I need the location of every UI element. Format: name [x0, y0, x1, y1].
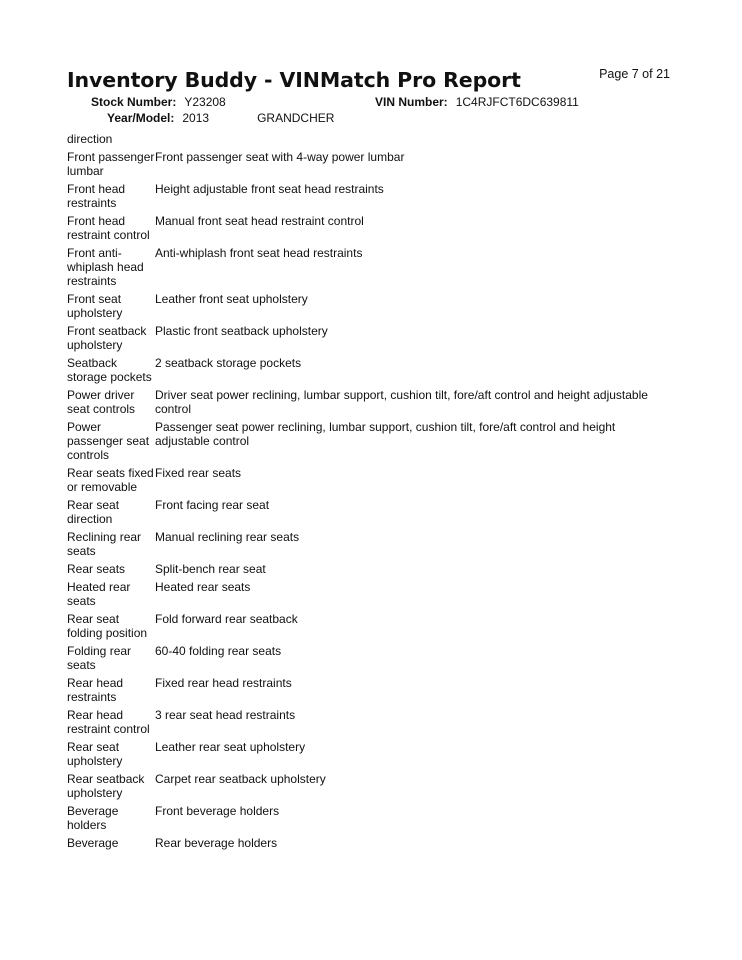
- option-description: Rear beverage holders: [155, 836, 278, 850]
- option-row: [67, 562, 667, 576]
- option-name: Front passenger lumbar: [67, 150, 155, 178]
- stock-number-line: [91, 94, 226, 110]
- option-description: Split-bench rear seat: [155, 562, 266, 576]
- option-name: Rear seatback upholstery: [67, 772, 145, 800]
- option-row: [67, 182, 667, 210]
- option-name: Folding rear seats: [67, 644, 132, 672]
- year-model-line: [107, 110, 334, 126]
- option-name: Seatback storage pockets: [67, 356, 152, 384]
- year-model-label: Year/Model:: [107, 111, 175, 125]
- option-name: Rear seat direction: [67, 498, 120, 526]
- option-description: 3 rear seat head restraints: [155, 708, 296, 722]
- option-description: 2 seatback storage pockets: [155, 356, 302, 370]
- options-list: [67, 132, 667, 854]
- page-number: Page 7 of 21: [599, 67, 670, 81]
- option-description: Manual front seat head restraint control: [155, 214, 364, 228]
- option-name: Beverage holders: [67, 804, 119, 832]
- option-description: Height adjustable front seat head restraints: [155, 182, 384, 196]
- year-value: 2013: [182, 111, 210, 125]
- option-description: Fixed rear seats: [155, 466, 242, 480]
- option-name: Rear seat upholstery: [67, 740, 123, 768]
- option-name: Front seatback upholstery: [67, 324, 147, 352]
- option-row: [67, 498, 667, 526]
- option-description: Leather rear seat upholstery: [155, 740, 306, 754]
- option-description: 60-40 folding rear seats: [155, 644, 282, 658]
- option-description: Anti-whiplash front seat head restraints: [155, 246, 363, 260]
- vin-number-label: VIN Number:: [375, 95, 448, 109]
- stock-number-label: Stock Number:: [91, 95, 177, 109]
- option-row: [67, 214, 667, 242]
- option-description: Front beverage holders: [155, 804, 280, 818]
- option-row: [67, 740, 667, 768]
- option-name: Rear seat folding position: [67, 612, 148, 640]
- option-name: Heated rear seats: [67, 580, 131, 608]
- option-row: [67, 356, 667, 384]
- option-description: Fold forward rear seatback: [155, 612, 298, 626]
- option-name: Rear head restraints: [67, 676, 124, 704]
- option-row: [67, 388, 667, 416]
- option-name: Front seat upholstery: [67, 292, 123, 320]
- option-row: [67, 580, 667, 608]
- option-name: Beverage: [67, 836, 119, 850]
- option-name: Front anti-whiplash head restraints: [67, 246, 144, 288]
- option-name: Front head restraints: [67, 182, 126, 210]
- option-row: [67, 772, 667, 800]
- option-description: Heated rear seats: [155, 580, 251, 594]
- vin-number-line: [375, 94, 579, 110]
- option-description: Carpet rear seatback upholstery: [155, 772, 326, 786]
- option-description: Plastic front seatback upholstery: [155, 324, 328, 338]
- option-row: [67, 676, 667, 704]
- option-row: [67, 246, 667, 288]
- option-description: Front passenger seat with 4-way power lumbar: [155, 150, 405, 164]
- option-name: Rear head restraint control: [67, 708, 150, 736]
- option-description: Manual reclining rear seats: [155, 530, 300, 544]
- option-description: Passenger seat power reclining, lumbar support, cushion tilt, fore/aft control and height adjustable control: [155, 420, 616, 448]
- option-description: Fixed rear head restraints: [155, 676, 292, 690]
- option-row: [67, 612, 667, 640]
- option-row: [67, 836, 667, 850]
- option-name: Power passenger seat controls: [67, 420, 150, 462]
- option-row: [67, 150, 667, 178]
- option-row: [67, 804, 667, 832]
- option-row: [67, 644, 667, 672]
- stock-number-value: Y23208: [184, 95, 226, 109]
- report-title: Inventory Buddy - VINMatch Pro Report: [67, 68, 521, 92]
- option-row: [67, 708, 667, 736]
- option-rows: [67, 150, 667, 850]
- option-name: Rear seats fixed or removable: [67, 466, 154, 494]
- option-name: Reclining rear seats: [67, 530, 142, 558]
- option-name: Power driver seat controls: [67, 388, 136, 416]
- model-value: GRANDCHER: [257, 111, 335, 125]
- option-row: [67, 530, 667, 558]
- option-name: Front head restraint control: [67, 214, 150, 242]
- vin-number-value: 1C4RJFCT6DC639811: [455, 95, 579, 109]
- continued-text: direction: [67, 132, 113, 146]
- option-row: [67, 420, 667, 462]
- option-row: [67, 324, 667, 352]
- option-description: Front facing rear seat: [155, 498, 270, 512]
- option-row: [67, 466, 667, 494]
- option-row: [67, 292, 667, 320]
- option-description: Leather front seat upholstery: [155, 292, 308, 306]
- option-description: Driver seat power reclining, lumbar support, cushion tilt, fore/aft control and height adjustable control: [155, 388, 648, 416]
- option-name: Rear seats: [67, 562, 126, 576]
